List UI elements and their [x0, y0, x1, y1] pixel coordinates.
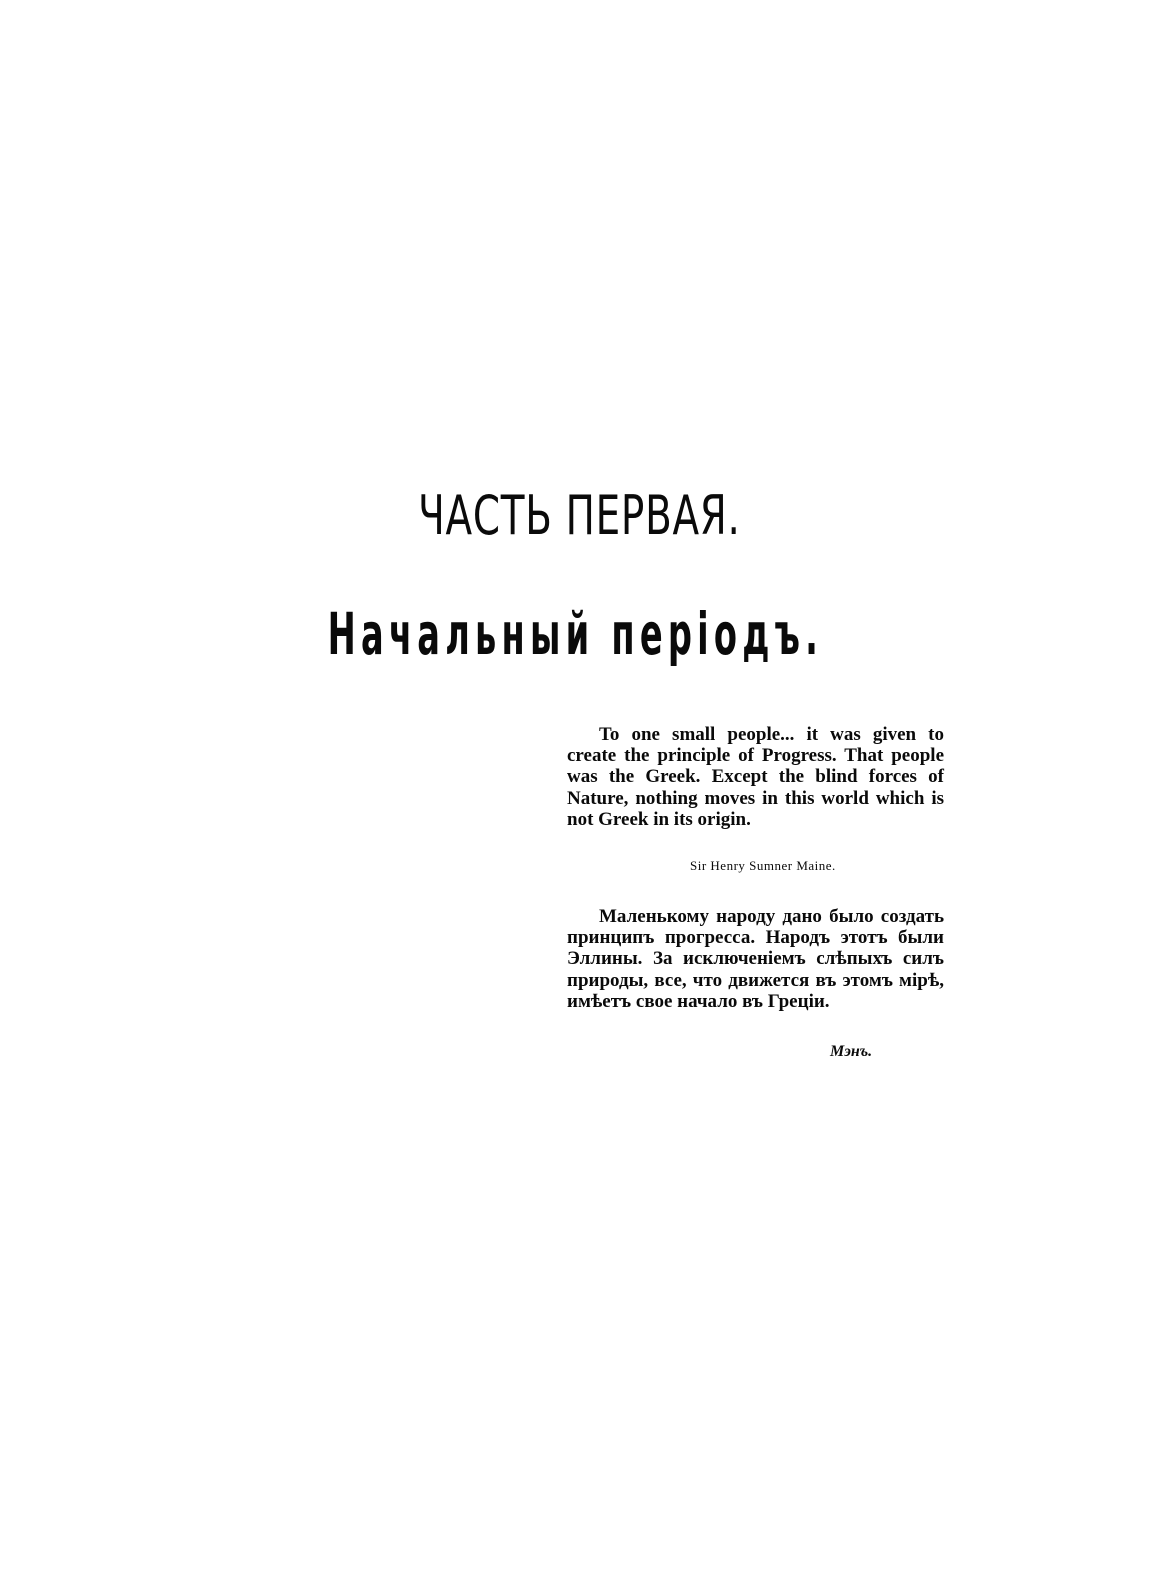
- epigraph-russian: [567, 906, 944, 1012]
- epigraph-english-text: To one small people... it was given to create the principle of Progress. That people was the Greek. Except the blind forces of Nature, nothing moves in this world which is not Greek in its origin.: [567, 724, 944, 830]
- part-title: ЧАСТЬ ПЕРВАЯ.: [418, 484, 741, 547]
- epigraph-russian-text: Маленькому народу дано было создать принципъ прогресса. Народъ этотъ были Эллины. За исключеніемъ слѣпыхъ силъ природы, все, что движется въ этомъ мірѣ, имѣетъ свое начало въ Греціи.: [567, 906, 944, 1012]
- epigraph-english: [567, 724, 944, 830]
- epigraph-english-attribution: Sir Henry Sumner Maine.: [690, 858, 836, 873]
- period-title: Начальный періодъ.: [327, 600, 824, 668]
- epigraph-russian-attribution: Мэнъ.: [830, 1043, 873, 1060]
